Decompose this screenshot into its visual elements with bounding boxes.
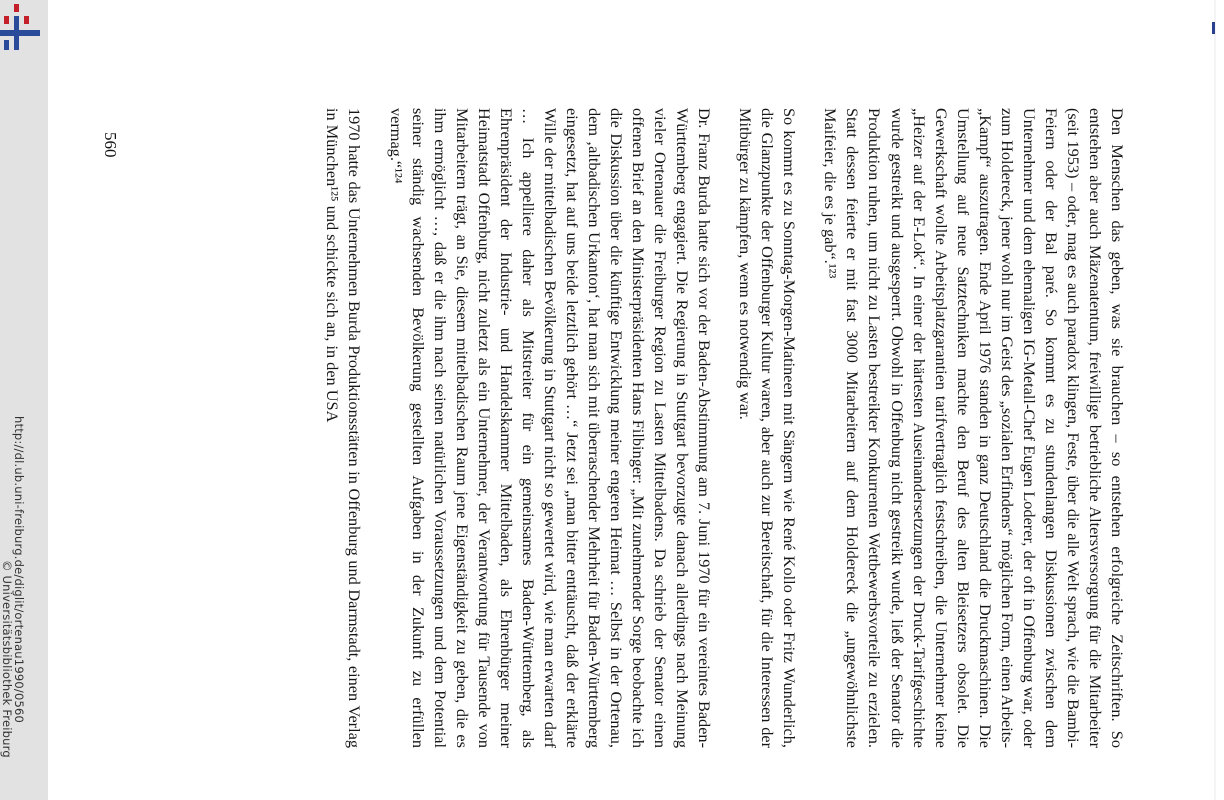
viewer-sidebar [0,0,48,800]
edge-marker [1212,22,1215,34]
page-edge [1214,0,1216,800]
source-url[interactable]: http://dl.ub.uni-freiburg.de/diglit/ortenau1990/0560 [12,416,26,724]
page-number: 560 [101,132,120,158]
paragraph: Dr. Franz Burda hatte sich vor der Baden-Abstimmung am 7. Juni 1970 für ein vereintes Baden-Württemberg engagiert. Die Regierung in Stuttgart bevorzugte danach allerdings nach Meinung vieler Ortenauer die Freiburger Region zu Lasten Mittelbadens. Da schrieb der Senator einen offenen Brief an den Ministerpräsidenten Hans Filbinger: „Mit zunehmender Sorge beobachte ich die Diskussion über die künftige Entwicklung meiner engeren Heimat … Selbst in der Ortenau, dem ‚altbadischen Urkanton‘, hat man sich mit überraschender Mehrheit für Baden-Württemberg eingesetzt, hat auf uns beide letztlich gehört …“ Jetzt sei „man bitter enttäuscht, daß der erklärte Wille der mittelbadischen Bevölkerung in Stuttgart nicht so gewertet wird, wie man erwarten darf … Ich appelliere daher als Mitstreiter für ein gemeinsames Baden-Württemberg, als Ehrenpräsident der Industrie- und Handelskammer Mittelbaden, als Ehrenbürger meiner Heimatstadt Offenburg, nicht zuletzt als ein Unternehmer, der Verantwortung für Tausende von Mitarbeitern trägt, an Sie, diesem mittelbadischen Raum jene Eigenständigkeit zu geben, die es ihm ermöglicht …, daß er die ihm nach seinen natürlichen Voraussetzungen und dem Potential seiner ständig wachsenden Bevölkerung gestellten Aufgaben in der Zukunft zu erfüllen vermag.“¹²⁴ [386,108,715,748]
page-text [168,108,1128,748]
paragraph: 1970 hatte das Unternehmen Burda Produktionsstätten in Offenburg und Darmstadt, einen Verlag in München¹²⁵ und schickte sich an, in den USA [323,108,365,748]
copyright-notice: © Universitätsbibliothek Freiburg [0,560,14,758]
paragraph: Den Menschen das geben, was sie brauchen – so entstehen erfolgreiche Zeitschriften. So entstehen aber auch Mäzenatentum, freiwillige betriebliche Altersversorgung für die Mitarbeiter (seit 1953) – oder, mag es auch paradox klingen, Feste, über die alle Welt sprach, wie die Bambi-Feiern oder der Bal paré. So kommt es zu stundenlangen Diskussionen zwischen dem Unternehmer und dem ehemaligen IG-Metall-Chef Eugen Loderer, der oft in Offenburg war, oder zum Holdereck, jener wohl nur im Geist des „sozialen Erfindens“ möglichen Form, einen Arbeits-„Kampf“ auszutragen. Ende April 1976 standen in ganz Deutschland die Druckmaschinen. Die Umstellung auf neue Satztechniken machte den Beruf des alten Bleisetzers obsolet. Die Gewerkschaft wollte Arbeitsplatzgarantien tarifvertraglich festschreiben, die Unternehmer keine „Heizer auf der E-Lok“. In einer der härtesten Auseinandersetzungen der Druck-Tarifgeschichte wurde gestreikt und ausgesperrt. Obwohl in Offenburg nicht gestreikt wurde, ließ der Senator die Produktion ruhen, um nicht zu Lasten bestreikter Konkurrenten Wettbewerbsvorteile zu erzielen. Statt dessen feierte er mit fast 3000 Mitarbeitern auf dem Holdereck die „ungewöhnlichste Maifeier, die es je gab“.¹²³ [821,108,1127,748]
paragraph: So kommt es zu Sonntag-Morgen-Matineen mit Sängern wie René Kollo oder Fritz Wunderlich, die Glanzpunkte der Offenburger Kultur waren, aber auch zur Bereitschaft, für die Interessen der Mitbürger zu kämpfen, wenn es notwendig war. [736,108,800,748]
ub-freiburg-logo-icon [0,4,44,50]
